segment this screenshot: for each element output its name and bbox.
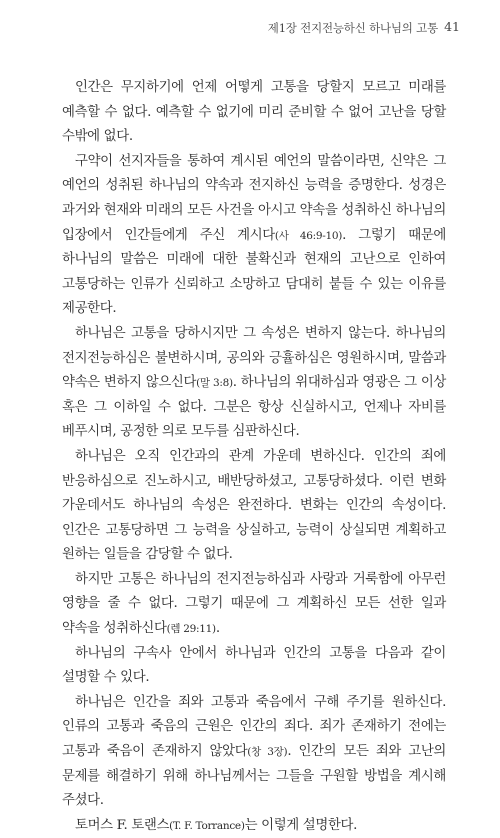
scripture-reference: (사 46:9-10) (274, 229, 343, 242)
running-head: 제1장 전지전능하신 하나님의 고통 (267, 21, 438, 35)
paragraph-3: 하나님은 고통을 당하시지만 그 속성은 변하지 않는다. 하나님의 전지전능하심은 불변하시며, 공의와 긍휼하심은 영원하시며, 말씀과 약속은 변하지 않으신다(말 3:8). 하나님의 위대하심과 영광은 그 이상 혹은 그 이하일 수 없다. 그분은 항상 신실하시고, 언제나 자비를 베푸시며, 공정한 의로 모두를 심판하신다. (62, 325, 446, 440)
author-name-romanized: (T. F. Torrance) (169, 819, 245, 832)
paragraph-4: 하나님은 오직 인간과의 관계 가운데 변하신다. 인간의 죄에 반응하심으로 진노하시고, 배반당하셨고, 고통당하셨다. 이런 변화 가운데서도 하나님의 속성은 완전하다. 변화는 인간의 속성이다. 인간은 고통당하면 그 능력을 상실하고, 능력이 상실되면 계획하고 원하는 일들을 감당할 수 없다. (62, 448, 446, 563)
body-text (62, 76, 446, 838)
paragraph-5: 하지만 고통은 하나님의 전지전능하심과 사랑과 거룩함에 아무런 영향을 줄 수 없다. 그렇기 때문에 그 계획하신 모든 선한 일과 약속을 성취하신다(렘 29:11). (62, 571, 446, 637)
page-number: 41 (444, 19, 460, 34)
scripture-reference: (창 3장) (247, 746, 288, 759)
paragraph-6: 하나님의 구속사 안에서 하나님과 인간의 고통을 다음과 같이 설명할 수 있다. (62, 645, 446, 686)
page-header (0, 0, 500, 46)
paragraph-2: 구약이 선지자들을 통하여 계시된 예언의 말씀이라면, 신약은 그 예언의 성취된 하나님의 약속과 전지하신 능력을 증명한다. 성경은 과거와 현재와 미래의 모든 사건을 아시고 약속을 성취하신 하나님의 입장에서 인간들에게 주신 계시다(사 46:9-10). 그렇기 때문에 하나님의 말씀은 미래에 대한 불확신과 현재의 고난으로 인하여 고통당하는 인류가 신뢰하고 소망하고 담대히 붙들 수 있는 이유를 제공한다. (62, 153, 446, 317)
scripture-reference: (렘 29:11) (166, 623, 216, 636)
paragraph-1: 인간은 무지하기에 언제 어떻게 고통을 당할지 모르고 미래를 예측할 수 없다. 예측할 수 없기에 미리 준비할 수 없어 고난을 당할 수밖에 없다. (62, 80, 446, 145)
paragraph-7: 하나님은 인간을 죄와 고통과 죽음에서 구해 주기를 원하신다. 인류의 고통과 죽음의 근원은 인간의 죄다. 죄가 존재하기 전에는 고통과 죽음이 존재하지 않았다(창 3장). 인간의 모든 죄와 고난의 문제를 해결하기 위해 하나님께서는 그들을 구원할 방법을 계시해 주셨다. (62, 694, 447, 809)
scripture-reference: (말 3:8) (196, 377, 233, 390)
paragraph-8: 토머스 F. 토랜스(T. F. Torrance)는 이렇게 설명한다. (75, 817, 358, 833)
